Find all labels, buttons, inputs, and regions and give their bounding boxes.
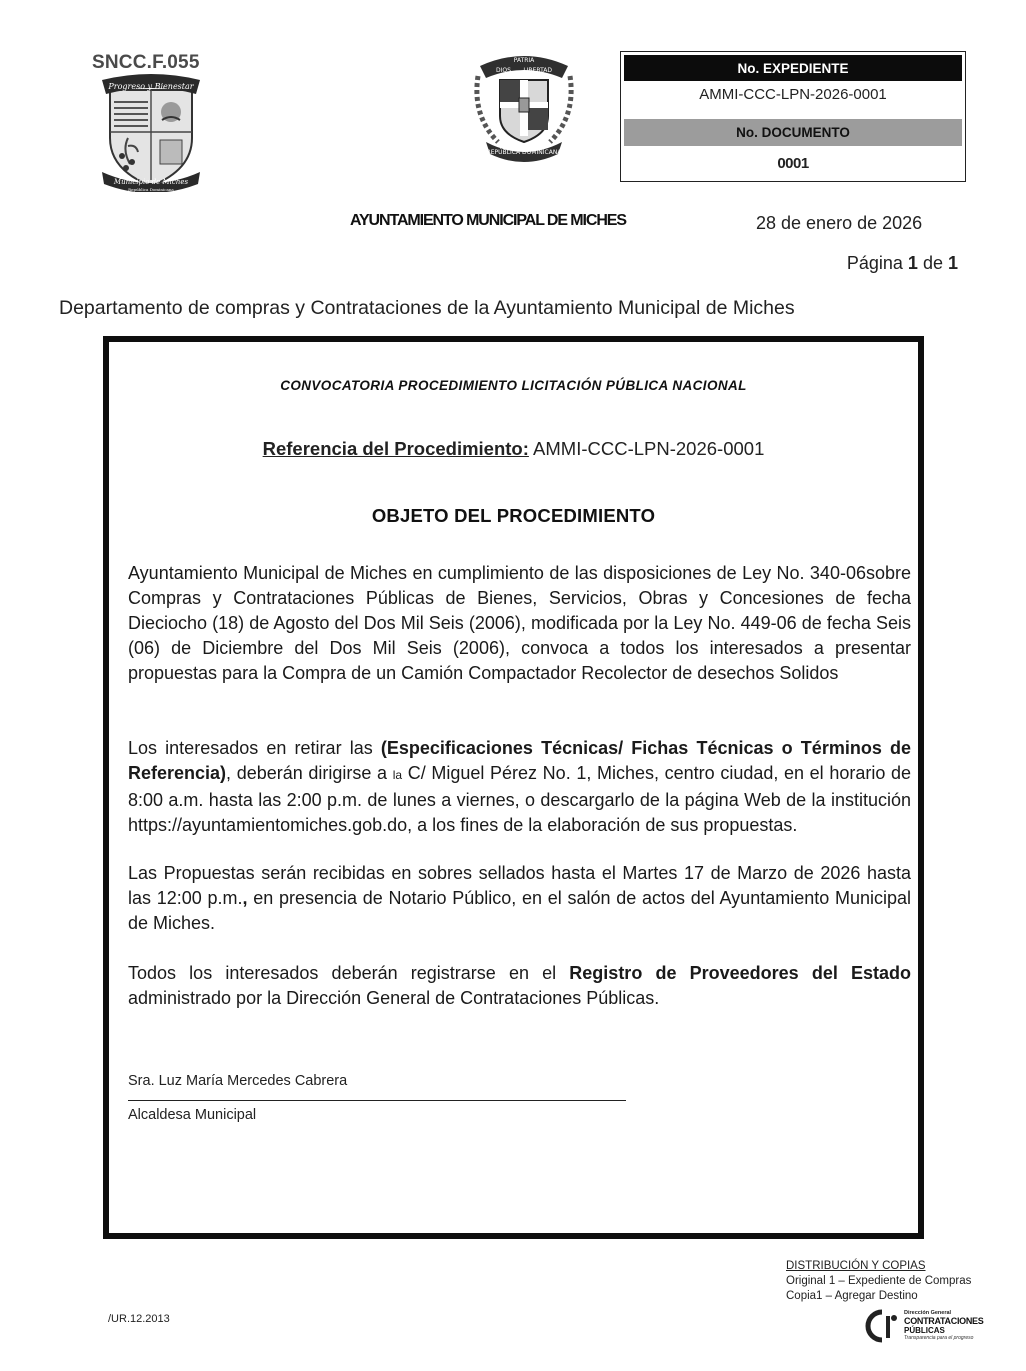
page-indicator: Página 1 de 1 — [846, 253, 958, 273]
signature-line — [128, 1100, 626, 1101]
dgcp-logo-text: Dirección General — [904, 1310, 952, 1316]
department-title: Departamento de compras y Contrataciones de la Ayuntamiento Municipal de Miches — [59, 297, 795, 319]
objeto-heading: OBJETO DEL PROCEDIMIENTO — [371, 505, 656, 526]
entity-name: AYUNTAMIENTO MUNICIPAL DE MICHES — [350, 212, 626, 229]
svg-text:República Dominicana: República Dominicana — [128, 187, 174, 192]
documento-value: 0001 — [777, 155, 809, 172]
procedure-reference — [109, 438, 918, 460]
paragraph-especificaciones: Los interesados en retirar las (Especificaciones Técnicas/ Fichas Técnicas o Términos de Referencia), deberán dirigirse a la C/ Miguel Pérez No. 1, Miches, centro ciudad, en el horario de 8:00 a.m. hasta las 2:00 p.m. de lunes a viernes, o descargarlo de la página Web de la institución https://ayuntamientomiches.gob.do, a los fines de la elaboración de sus propuestas. — [128, 738, 912, 835]
distribution-line: Original 1 – Expediente de Compras — [786, 1275, 972, 1287]
expediente-label: No. EXPEDIENTE — [624, 55, 962, 81]
convocatoria-heading: CONVOCATORIA PROCEDIMIENTO LICITACIÓN PÚBLICA NACIONAL — [280, 378, 747, 393]
distribution-title: DISTRIBUCIÓN Y COPIAS — [786, 1260, 926, 1272]
svg-text:Municipio de Miches: Municipio de Miches — [113, 178, 189, 186]
dgcp-logo-text: PÚBLICAS — [904, 1326, 945, 1335]
expediente-value: AMMI-CCC-LPN-2026-0001 — [699, 86, 887, 103]
reference-label: Referencia del Procedimiento: — [262, 438, 529, 459]
svg-text:DIOS: DIOS — [496, 67, 511, 74]
signatory-name: Sra. Luz María Mercedes Cabrera — [128, 1073, 348, 1089]
document-date: 28 de enero de 2026 — [756, 213, 923, 233]
svg-text:LIBERTAD: LIBERTAD — [523, 67, 552, 74]
dgcp-logo-text: Transparencia para el progreso — [904, 1335, 974, 1341]
reference-value: AMMI-CCC-LPN-2026-0001 — [533, 438, 765, 459]
svg-text:REPÚBLICA DOMINICANA: REPÚBLICA DOMINICANA — [486, 149, 562, 156]
paragraph-registro: Todos los interesados deberán registrarse en el Registro de Proveedores del Estado administrado por la Dirección General de Contrataciones Públicas. — [128, 963, 911, 1008]
svg-text:PATRIA: PATRIA — [513, 57, 535, 64]
signatory-title: Alcaldesa Municipal — [128, 1107, 257, 1123]
paragraph-propuestas: Las Propuestas serán recibidas en sobres sellados hasta el Martes 17 de Marzo de 2026 hasta las 12:00 p.m., en presencia de Notario Público, en el salón de actos del Ayuntamiento Municipal de Miches. — [128, 863, 912, 933]
revision-code: /UR.12.2013 — [108, 1313, 170, 1325]
form-code: SNCC.F.055 — [92, 52, 200, 73]
svg-text:Progreso y Bienestar: Progreso y Bienestar — [108, 82, 194, 91]
dgcp-logo-text: CONTRATACIONES — [904, 1316, 984, 1326]
municipal-coat-of-arms-icon — [96, 74, 206, 192]
expediente-box — [620, 51, 966, 182]
paragraph-objeto: Ayuntamiento Municipal de Miches en cumplimiento de las disposiciones de Ley No. 340-06sobre Compras y Contrataciones Públicas de Bienes, Servicios, Obras y Concesiones de fecha Dieciocho (18) de Agosto del Dos Mil Seis (2006), modificada por la Ley No. 449-06 de fecha Seis (06) de Diciembre del Dos Mil Seis (2006), convoca a todos los interesados a presentar propuestas para la Compra de un Camión Compactador Recolector de desechos Solidos — [128, 563, 911, 683]
national-coat-of-arms-icon — [468, 46, 580, 166]
documento-label: No. DOCUMENTO — [624, 119, 962, 146]
dgcp-logo-icon — [860, 1308, 904, 1344]
notice-frame — [103, 336, 924, 1239]
distribution-line: Copia1 – Agregar Destino — [786, 1290, 918, 1302]
